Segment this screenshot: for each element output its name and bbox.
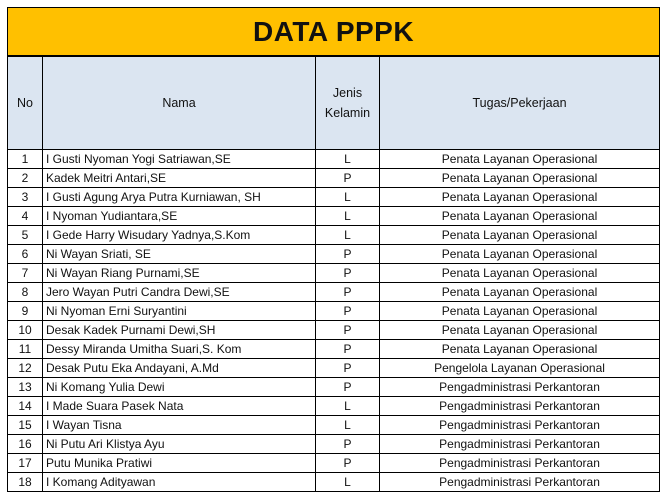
table-row [8, 226, 660, 245]
no-cell: 9 [8, 302, 43, 321]
jenis-kelamin-cell: L [316, 416, 380, 435]
tugas-cell: Penata Layanan Operasional [380, 226, 660, 245]
table-row [8, 378, 660, 397]
nama-cell: Ni Wayan Riang Purnami,SE [43, 264, 316, 283]
tugas-cell: Penata Layanan Operasional [380, 321, 660, 340]
no-cell: 18 [8, 473, 43, 492]
no-cell: 10 [8, 321, 43, 340]
tugas-cell: Pengadministrasi Perkantoran [380, 435, 660, 454]
tugas-cell: Penata Layanan Operasional [380, 150, 660, 169]
jenis-kelamin-cell: P [316, 169, 380, 188]
nama-cell: Ni Nyoman Erni Suryantini [43, 302, 316, 321]
no-cell: 5 [8, 226, 43, 245]
no-cell: 14 [8, 397, 43, 416]
nama-cell: Desak Kadek Purnami Dewi,SH [43, 321, 316, 340]
nama-cell: Ni Wayan Sriati, SE [43, 245, 316, 264]
table-row [8, 150, 660, 169]
no-cell: 17 [8, 454, 43, 473]
no-cell: 6 [8, 245, 43, 264]
table-row [8, 359, 660, 378]
nama-cell: Jero Wayan Putri Candra Dewi,SE [43, 283, 316, 302]
tugas-cell: Penata Layanan Operasional [380, 264, 660, 283]
jenis-kelamin-cell: L [316, 226, 380, 245]
jenis-kelamin-cell: P [316, 454, 380, 473]
no-cell: 13 [8, 378, 43, 397]
tugas-cell: Penata Layanan Operasional [380, 207, 660, 226]
no-cell: 4 [8, 207, 43, 226]
tugas-cell: Penata Layanan Operasional [380, 245, 660, 264]
no-cell: 2 [8, 169, 43, 188]
table-row [8, 340, 660, 359]
table-row [8, 169, 660, 188]
pppk-data-sheet [7, 7, 659, 492]
table-row [8, 454, 660, 473]
jenis-kelamin-cell: P [316, 245, 380, 264]
jenis-kelamin-cell: L [316, 188, 380, 207]
nama-cell: I Komang Adityawan [43, 473, 316, 492]
pppk-table [7, 7, 660, 492]
nama-cell: Ni Putu Ari Klistya Ayu [43, 435, 316, 454]
table-body [8, 150, 660, 492]
tugas-cell: Pengadministrasi Perkantoran [380, 454, 660, 473]
table-row [8, 397, 660, 416]
table-row [8, 473, 660, 492]
jenis-kelamin-cell: P [316, 302, 380, 321]
tugas-cell: Penata Layanan Operasional [380, 340, 660, 359]
nama-cell: I Made Suara Pasek Nata [43, 397, 316, 416]
tugas-cell: Penata Layanan Operasional [380, 169, 660, 188]
nama-cell: Dessy Miranda Umitha Suari,S. Kom [43, 340, 316, 359]
table-row [8, 245, 660, 264]
no-cell: 3 [8, 188, 43, 207]
jenis-kelamin-cell: L [316, 150, 380, 169]
table-row [8, 188, 660, 207]
nama-cell: Kadek Meitri Antari,SE [43, 169, 316, 188]
header-row [8, 56, 660, 150]
jenis-kelamin-cell: P [316, 378, 380, 397]
jenis-kelamin-cell: P [316, 283, 380, 302]
nama-cell: Putu Munika Pratiwi [43, 454, 316, 473]
table-row [8, 435, 660, 454]
jenis-kelamin-cell: P [316, 435, 380, 454]
table-row [8, 283, 660, 302]
jenis-kelamin-cell: L [316, 207, 380, 226]
nama-cell: I Gede Harry Wisudary Yadnya,S.Kom [43, 226, 316, 245]
jenis-kelamin-cell: P [316, 359, 380, 378]
table-row [8, 207, 660, 226]
tugas-cell: Pengadministrasi Perkantoran [380, 473, 660, 492]
nama-cell: I Wayan Tisna [43, 416, 316, 435]
column-header-jenis-kelamin [316, 56, 380, 150]
tugas-cell: Penata Layanan Operasional [380, 302, 660, 321]
nama-cell: I Gusti Agung Arya Putra Kurniawan, SH [43, 188, 316, 207]
title-row [8, 8, 660, 57]
column-header-nama: Nama [43, 56, 316, 150]
tugas-cell: Penata Layanan Operasional [380, 188, 660, 207]
jenis-kelamin-line1: Jenis [332, 86, 363, 100]
jenis-kelamin-cell: P [316, 321, 380, 340]
tugas-cell: Pengadministrasi Perkantoran [380, 378, 660, 397]
tugas-cell: Pengadministrasi Perkantoran [380, 397, 660, 416]
table-row [8, 321, 660, 340]
table-row [8, 302, 660, 321]
no-cell: 15 [8, 416, 43, 435]
jenis-kelamin-line2: Kelamin [324, 106, 371, 120]
nama-cell: I Gusti Nyoman Yogi Satriawan,SE [43, 150, 316, 169]
tugas-cell: Pengadministrasi Perkantoran [380, 416, 660, 435]
jenis-kelamin-cell: L [316, 473, 380, 492]
no-cell: 12 [8, 359, 43, 378]
no-cell: 7 [8, 264, 43, 283]
nama-cell: I Nyoman Yudiantara,SE [43, 207, 316, 226]
no-cell: 16 [8, 435, 43, 454]
no-cell: 11 [8, 340, 43, 359]
nama-cell: Ni Komang Yulia Dewi [43, 378, 316, 397]
no-cell: 8 [8, 283, 43, 302]
table-row [8, 416, 660, 435]
tugas-cell: Pengelola Layanan Operasional [380, 359, 660, 378]
column-header-no: No [8, 56, 43, 150]
jenis-kelamin-cell: P [316, 264, 380, 283]
column-header-tugas: Tugas/Pekerjaan [380, 56, 660, 150]
jenis-kelamin-cell: P [316, 340, 380, 359]
tugas-cell: Penata Layanan Operasional [380, 283, 660, 302]
no-cell: 1 [8, 150, 43, 169]
nama-cell: Desak Putu Eka Andayani, A.Md [43, 359, 316, 378]
jenis-kelamin-cell: L [316, 397, 380, 416]
page-title: DATA PPPK [8, 8, 660, 57]
table-row [8, 264, 660, 283]
